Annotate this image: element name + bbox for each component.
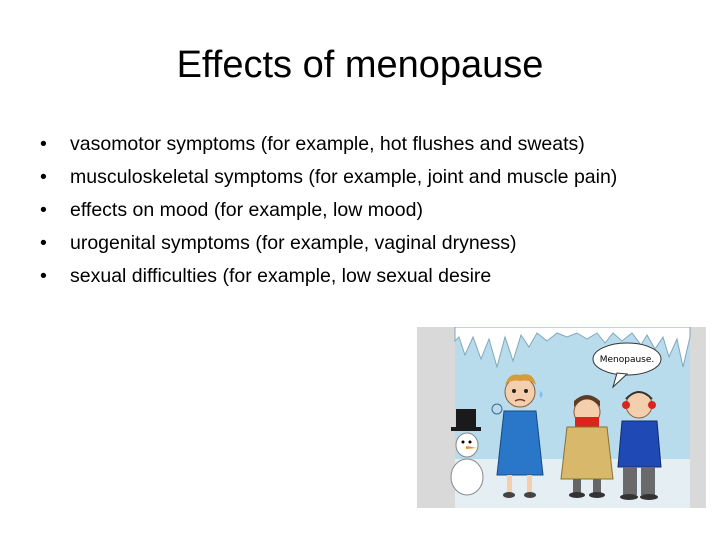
bullet-text: effects on mood (for example, low mood) xyxy=(70,199,423,221)
bullet-dot: • xyxy=(40,166,47,188)
list-item xyxy=(40,262,690,290)
slide-title: Effects of menopause xyxy=(176,44,544,86)
bullet-text: vasomotor symptoms (for example, hot flushes and sweats) xyxy=(70,133,585,155)
bullet-dot: • xyxy=(40,133,47,155)
bullet-text: urogenital symptoms (for example, vaginal dryness) xyxy=(70,232,517,254)
cartoon-image xyxy=(417,327,706,508)
bullet-text: sexual difficulties (for example, low sexual desire xyxy=(70,265,492,287)
list-item xyxy=(40,130,690,158)
bullet-dot: • xyxy=(40,232,47,254)
bullet-list xyxy=(40,130,690,295)
speech-bubble-text: Menopause. xyxy=(599,355,655,365)
bullet-dot: • xyxy=(40,265,47,287)
cartoon-illustration xyxy=(417,327,706,508)
list-item xyxy=(40,229,690,257)
bullet-dot: • xyxy=(40,199,47,221)
list-item xyxy=(40,163,690,191)
list-item xyxy=(40,196,690,224)
bullet-text: musculoskeletal symptoms (for example, joint and muscle pain) xyxy=(70,166,618,188)
